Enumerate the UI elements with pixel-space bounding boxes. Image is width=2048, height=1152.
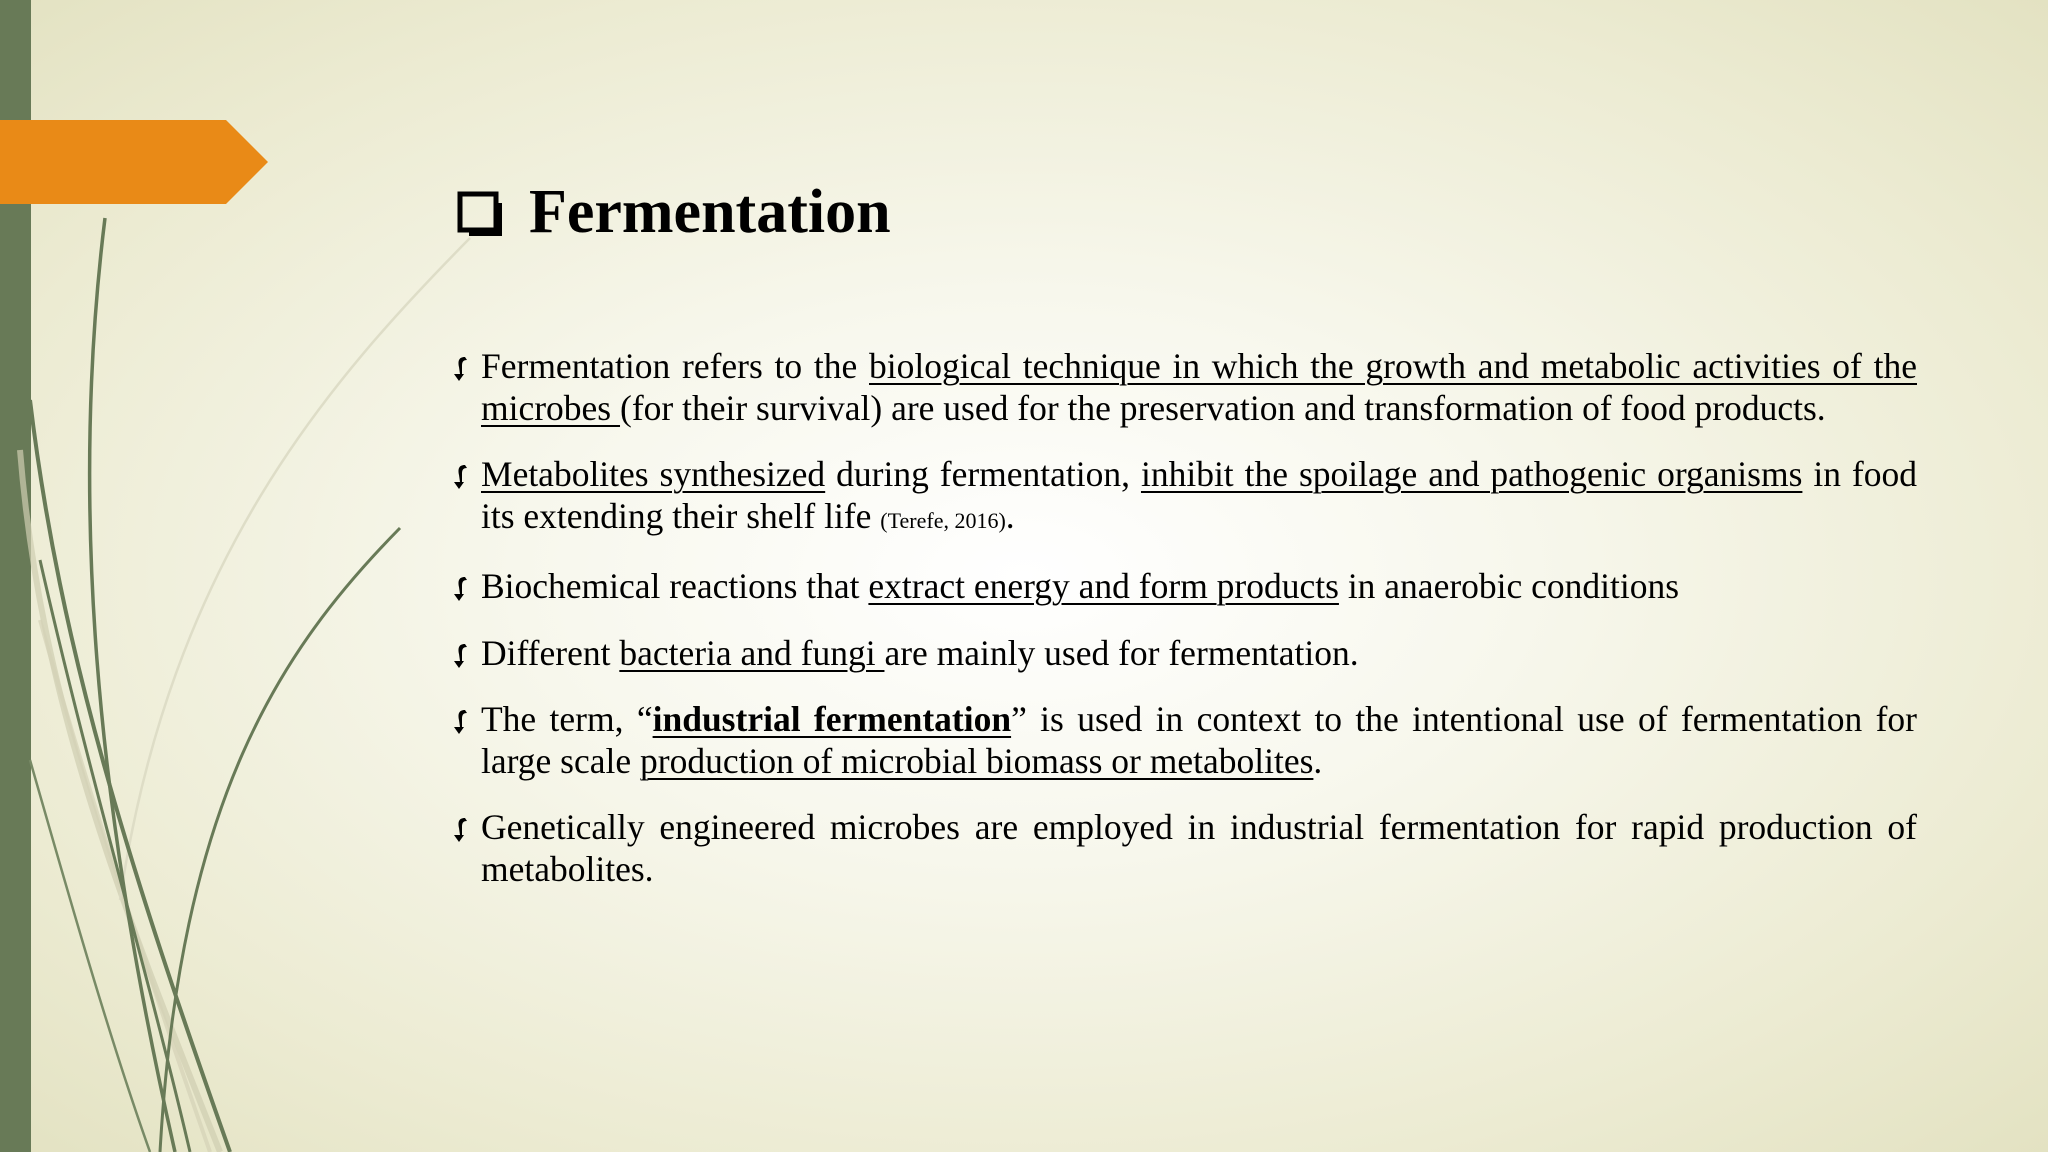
bullet-text: are mainly used for fermentation.	[884, 632, 1359, 673]
underlined-text: inhibit the spoilage and pathogenic organisms	[1140, 454, 1803, 494]
stem-2	[30, 400, 230, 1152]
bullet-text: (for their survival) are used for the preservation and transformation of food products.	[620, 387, 1826, 428]
bullet-text: Different	[481, 632, 620, 673]
light-stem-1	[20, 450, 220, 1152]
bullet-item	[451, 807, 1917, 890]
bullet-text: Fermentation refers to the	[481, 346, 870, 386]
underlined-text: bacteria and fungi	[619, 632, 885, 673]
stem-5	[30, 760, 150, 1152]
bullet-item	[451, 699, 1917, 782]
curly-arrow-icon	[451, 709, 469, 735]
bullet-text: The term, “	[481, 699, 653, 739]
underlined-text: extract energy and form products	[868, 566, 1339, 606]
bullet-item	[451, 346, 1917, 429]
curly-arrow-icon	[451, 643, 469, 669]
slide-title: Fermentation	[529, 178, 891, 246]
light-stem-3	[120, 238, 470, 900]
underlined-text: production of microbial biomass or metabolites	[640, 740, 1314, 781]
bullet-item	[451, 454, 1917, 541]
title-row	[457, 172, 891, 252]
bullet-list	[451, 346, 1917, 915]
square-checkbox-icon	[457, 184, 507, 244]
underlined-text: industrial fermentation	[652, 699, 1012, 739]
bullet-text: .	[1313, 740, 1323, 781]
curly-arrow-icon	[451, 464, 469, 490]
underlined-text: Metabolites synthesized	[481, 454, 826, 494]
bullet-text: .	[1005, 495, 1015, 536]
curly-arrow-icon	[451, 817, 469, 843]
curly-arrow-icon	[451, 356, 469, 382]
curly-arrow-icon	[451, 576, 469, 602]
bullet-text: during fermentation,	[825, 454, 1141, 494]
bullet-text: Genetically engineered microbes are employed in industrial fermentation for rapid production of metabolites.	[481, 807, 1917, 889]
bullet-text: in food its extending their shelf life	[481, 454, 1917, 536]
underlined-text: biological technique in which the growth and metabolic activities of the microbes	[481, 346, 1917, 428]
bullet-text: Biochemical reactions that	[481, 566, 869, 606]
bullet-item	[451, 633, 1917, 675]
bullet-text: in anaerobic conditions	[1338, 566, 1680, 606]
bullet-item	[451, 566, 1917, 608]
citation-text: (Terefe, 2016)	[880, 507, 1006, 533]
bullet-text: ” is used in context to the intentional use of fermentation for large scale	[481, 699, 1918, 781]
orange-accent-tab	[0, 120, 268, 204]
